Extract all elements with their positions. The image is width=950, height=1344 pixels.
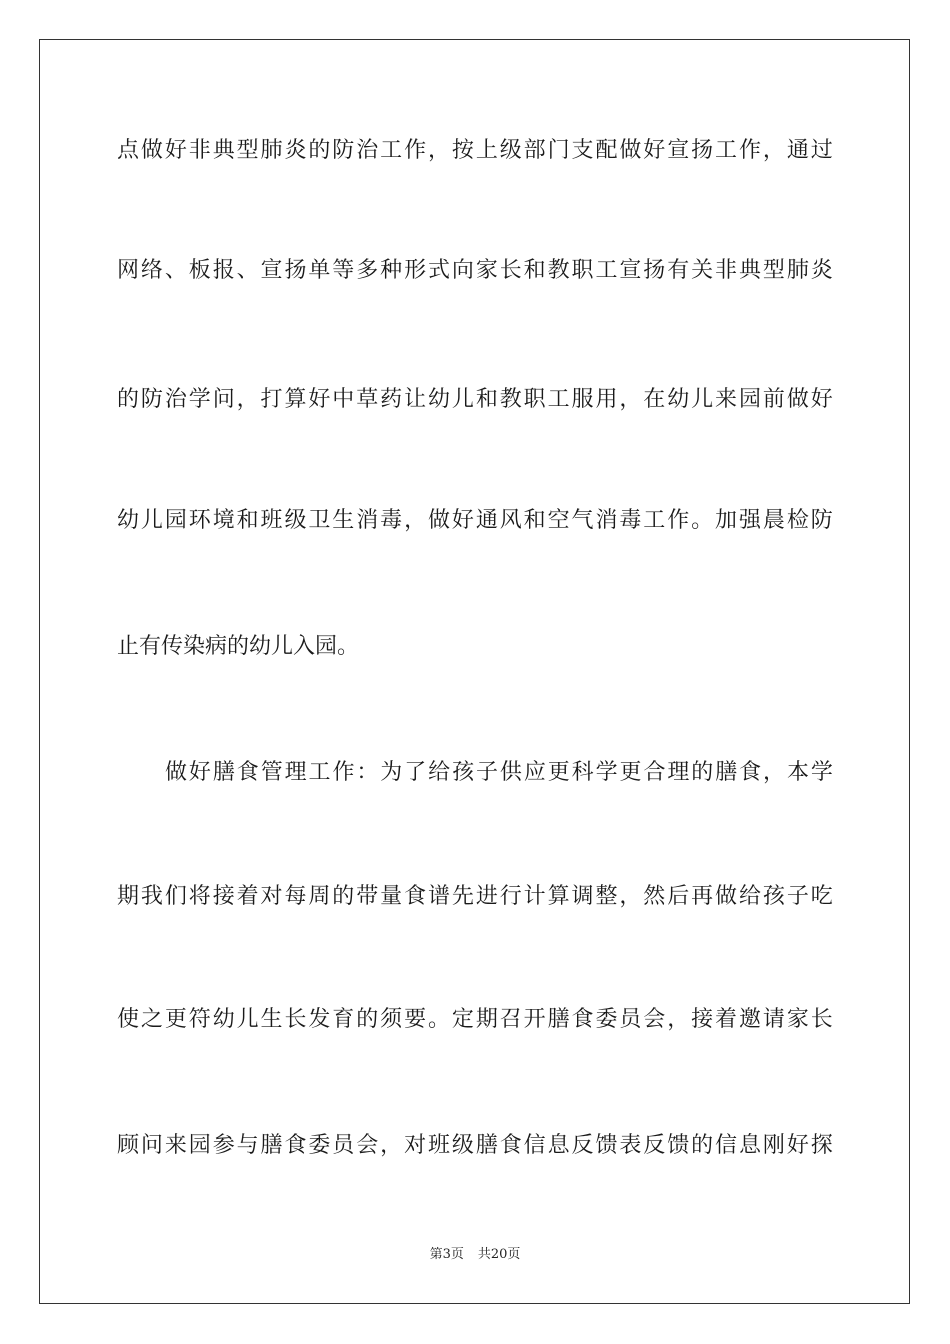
body-text-line-5: 止有传染病的幼儿入园。 [117,634,360,659]
body-text-line-6: 做 好 膳 食 管 理 工 作 ： 为 了 给 孩 子 供 应 更 科 学 更 合 理 的 膳 食 ， 本 学 [165,760,833,785]
body-text-line-7: 期 我 们 将 接 着 对 每 周 的 带 量 食 谱 先 进 行 计 算 调 整 ， 然 后 再 做 给 孩 子 吃 [117,884,833,909]
body-text-line-9: 顾 问 来 园 参 与 膳 食 委 员 会 ， 对 班 级 膳 食 信 息 反 馈 表 反 馈 的 信 息 刚 好 探 [117,1133,833,1158]
page-footer [0,1246,950,1264]
body-text-line-4: 幼 儿 园 环 境 和 班 级 卫 生 消 毒 ， 做 好 通 风 和 空 气 消 毒 工 作 。 加 强 晨 检 防 [117,508,833,533]
page-total: 共20页 [477,1247,521,1262]
body-text-line-1: 点 做 好 非 典 型 肺 炎 的 防 治 工 作 ， 按 上 级 部 门 支 配 做 好 宣 扬 工 作 ， 通 过 [117,138,833,163]
page-border [39,39,910,1304]
page-number: 第3页 [429,1247,464,1262]
body-text-line-8: 使 之 更 符 幼 儿 生 长 发 育 的 须 要 。 定 期 召 开 膳 食 委 员 会 ， 接 着 邀 请 家 长 [117,1007,833,1032]
body-text-line-3: 的 防 治 学 问 ， 打 算 好 中 草 药 让 幼 儿 和 教 职 工 服 用 ， 在 幼 儿 来 园 前 做 好 [117,387,833,412]
body-text-line-2: 网 络 、 板 报 、 宣 扬 单 等 多 种 形 式 向 家 长 和 教 职 工 宣 扬 有 关 非 典 型 肺 炎 [117,258,833,283]
